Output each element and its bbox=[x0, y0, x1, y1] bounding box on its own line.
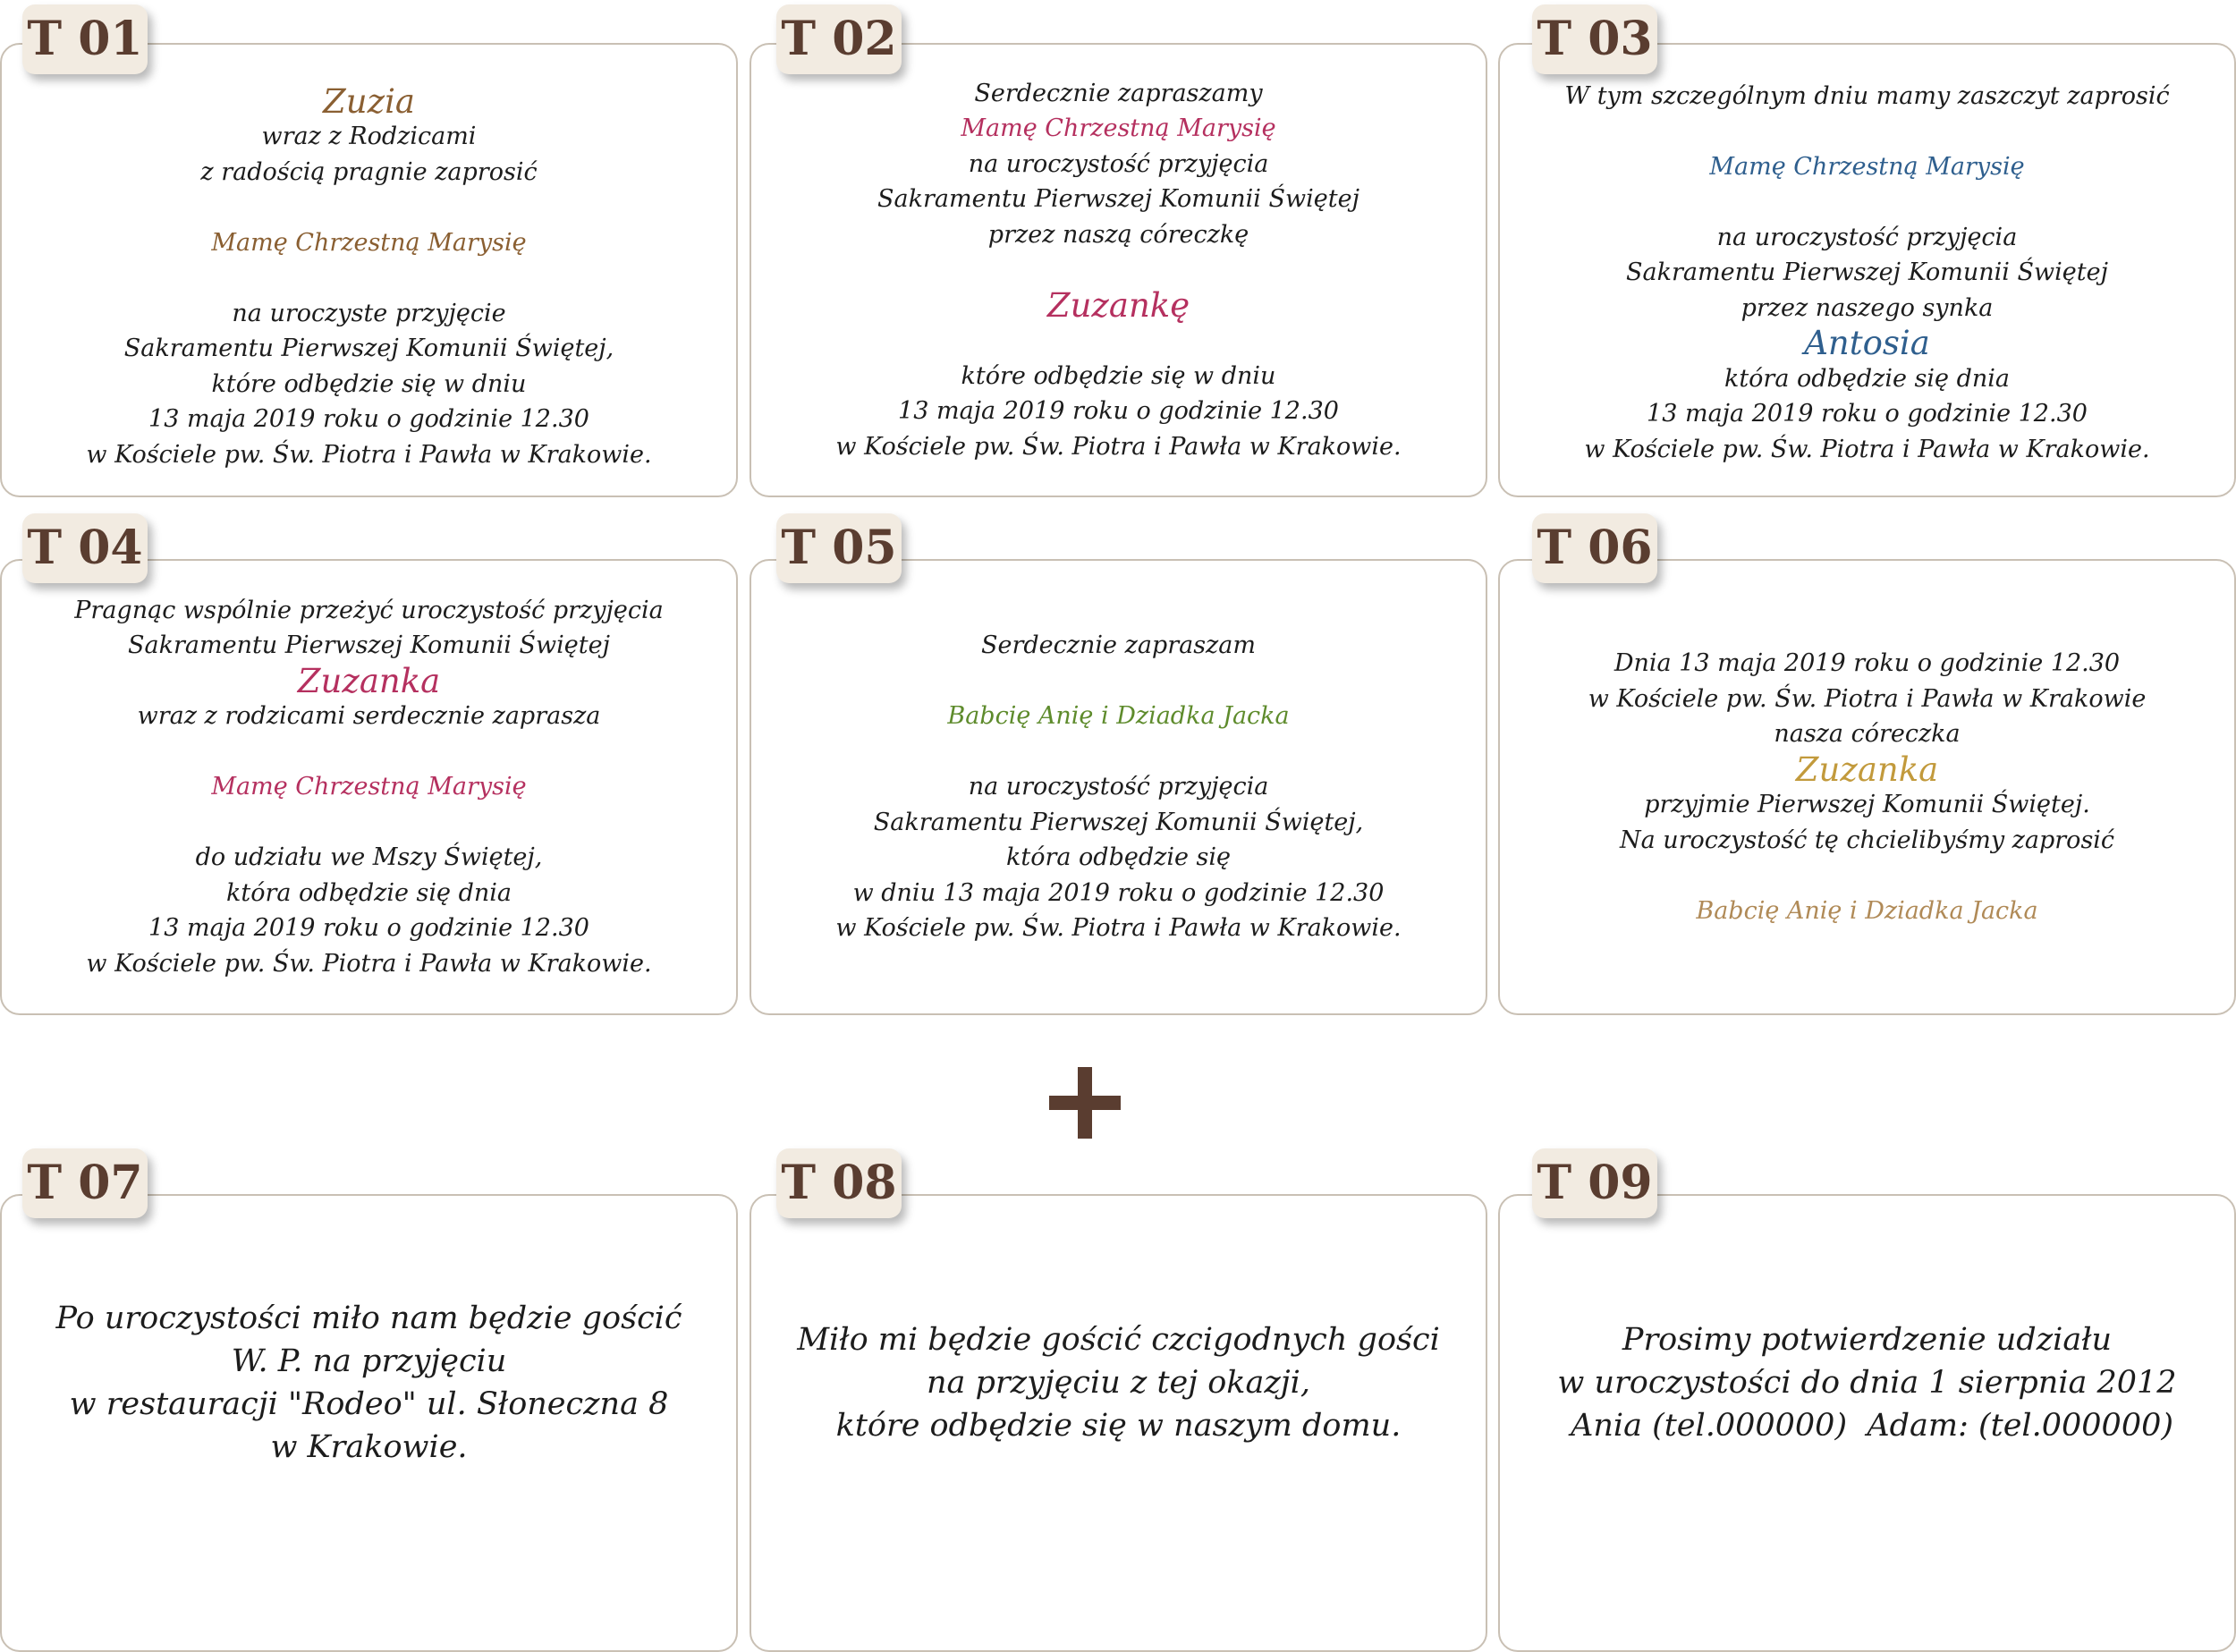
invitation-card-t01 bbox=[0, 43, 738, 497]
template-label: T 05 bbox=[776, 513, 902, 583]
template-label: T 03 bbox=[1532, 4, 1657, 74]
invitation-line: w uroczystości do dnia 1 sierpnia 2012 bbox=[1557, 1365, 2177, 1401]
invitation-line: przez naszą córeczkę bbox=[987, 220, 1249, 249]
celebrant-name: Zuzanka bbox=[297, 661, 441, 700]
card-text bbox=[56, 1297, 682, 1469]
invitation-line: w dniu 13 maja 2019 roku o godzinie 12.30 bbox=[852, 878, 1385, 907]
invitation-line: w Kościele pw. Św. Piotra i Pawła w Krakowie. bbox=[835, 432, 1402, 461]
invitation-line: 13 maja 2019 roku o godzinie 12.30 bbox=[148, 914, 589, 943]
guest-name: Mamę Chrzestną Marysię bbox=[211, 773, 527, 801]
invitation-line: Na uroczystość tę chcielibyśmy zaprosić bbox=[1619, 826, 2115, 854]
invitation-line: na przyjęciu z tej okazji, bbox=[926, 1365, 1310, 1401]
celebrant-name: Zuzanka bbox=[1795, 750, 1939, 789]
invitation-line: w restauracji "Rodeo" ul. Słoneczna 8 bbox=[69, 1386, 669, 1422]
invitation-card-t09 bbox=[1498, 1194, 2236, 1652]
guest-name: Mamę Chrzestną Marysię bbox=[1709, 152, 2025, 181]
invitation-line: w Kościele pw. Św. Piotra i Pawła w Krakowie. bbox=[86, 949, 652, 978]
invitation-line: w Kościele pw. Św. Piotra i Pawła w Krakowie. bbox=[835, 914, 1402, 943]
card-text bbox=[797, 1318, 1440, 1447]
invitation-line: Miło mi będzie gościć czcigodnych gości bbox=[797, 1322, 1440, 1358]
invitation-line bbox=[835, 734, 1401, 770]
template-label: T 04 bbox=[22, 513, 148, 583]
invitation-card-t05 bbox=[750, 559, 1487, 1015]
invitation-line: Sakramentu Pierwszej Komunii Świętej, bbox=[123, 335, 614, 363]
guest-name: Mamę Chrzestną Marysię bbox=[211, 228, 527, 257]
invitation-line bbox=[835, 664, 1401, 699]
invitation-line bbox=[835, 252, 1401, 288]
card-text bbox=[1564, 73, 2169, 468]
invitation-line: Po uroczystości miło nam będzie gościć bbox=[55, 1300, 682, 1336]
invitation-line bbox=[1564, 184, 2169, 220]
invitation-line bbox=[86, 190, 651, 225]
invitation-line: w Kościele pw. Św. Piotra i Pawła w Krakowie bbox=[1588, 684, 2147, 713]
template-label: T 02 bbox=[776, 4, 902, 74]
invitation-line: W. P. na przyjęciu bbox=[231, 1343, 507, 1379]
invitation-line: na uroczystość przyjęcia bbox=[1716, 223, 2018, 251]
invitation-line: na uroczystość przyjęcia bbox=[968, 149, 1269, 178]
invitation-line: Sakramentu Pierwszej Komunii Świętej bbox=[1626, 258, 2108, 287]
invitation-card-t06 bbox=[1498, 559, 2236, 1015]
invitation-line bbox=[835, 323, 1401, 359]
invitation-line: Ania (tel.000000) Adam: (tel.000000) bbox=[1560, 1408, 2174, 1444]
invitation-line: Serdecznie zapraszam bbox=[981, 631, 1256, 660]
invitation-line: z radością pragnie zaprosić bbox=[200, 157, 538, 186]
card-text bbox=[1588, 646, 2147, 928]
invitation-line: która odbędzie się bbox=[1005, 843, 1232, 872]
invitation-line: na uroczystość przyjęcia bbox=[968, 773, 1269, 801]
template-label: T 01 bbox=[22, 4, 148, 74]
invitation-line: Sakramentu Pierwszej Komunii Świętej bbox=[877, 185, 1359, 214]
invitation-line: wraz z rodzicami serdecznie zaprasza bbox=[137, 702, 601, 731]
invitation-card-t02 bbox=[750, 43, 1487, 497]
card-text bbox=[835, 628, 1401, 946]
guest-name: Babcię Anię i Dziadka Jacka bbox=[947, 702, 1290, 731]
card-text bbox=[835, 76, 1401, 465]
invitation-line: które odbędzie się w naszym domu. bbox=[835, 1408, 1402, 1444]
invitation-line bbox=[1564, 114, 2169, 149]
invitation-line: w Kościele pw. Św. Piotra i Pawła w Krakowie. bbox=[1584, 435, 2150, 463]
invitation-line bbox=[74, 734, 664, 770]
guest-name: Mamę Chrzestną Marysię bbox=[961, 114, 1276, 143]
invitation-line: Serdecznie zapraszamy bbox=[974, 79, 1263, 107]
invitation-line: wraz z Rodzicami bbox=[261, 123, 477, 151]
invitation-line: które odbędzie się w dniu bbox=[961, 361, 1276, 390]
invitation-line: nasza córeczka bbox=[1774, 720, 1961, 748]
template-label: T 09 bbox=[1532, 1148, 1657, 1218]
invitation-card-t08 bbox=[750, 1194, 1487, 1652]
invitation-line: W tym szczególnym dniu mamy zaszczyt zaprosić bbox=[1564, 81, 2170, 110]
invitation-line: na uroczyste przyjęcie bbox=[232, 299, 506, 327]
invitation-card-t07 bbox=[0, 1194, 738, 1652]
celebrant-name: Zuzankę bbox=[1046, 285, 1190, 325]
invitation-line: 13 maja 2019 roku o godzinie 12.30 bbox=[148, 405, 589, 434]
invitation-line bbox=[74, 805, 664, 841]
invitation-line bbox=[86, 260, 651, 296]
invitation-line: Sakramentu Pierwszej Komunii Świętej, bbox=[873, 808, 1364, 836]
invitation-card-t03 bbox=[1498, 43, 2236, 497]
invitation-line: 13 maja 2019 roku o godzinie 12.30 bbox=[1647, 400, 2088, 428]
invitation-line: w Kościele pw. Św. Piotra i Pawła w Krakowie. bbox=[86, 440, 652, 469]
invitation-line: Prosimy potwierdzenie udziału bbox=[1622, 1322, 2113, 1358]
celebrant-name: Zuzia bbox=[323, 81, 415, 121]
invitation-line: Pragnąc wspólnie przeżyć uroczystość przyjęcia bbox=[74, 596, 664, 624]
invitation-line: która odbędzie się dnia bbox=[1724, 364, 2010, 393]
invitation-card-t04 bbox=[0, 559, 738, 1015]
card-text bbox=[1557, 1318, 2176, 1447]
invitation-line: Sakramentu Pierwszej Komunii Świętej bbox=[128, 631, 610, 660]
invitation-line: która odbędzie się dnia bbox=[225, 878, 512, 907]
invitation-line: do udziału we Mszy Świętej, bbox=[195, 843, 543, 872]
invitation-line: które odbędzie się w dniu bbox=[211, 369, 527, 398]
invitation-line bbox=[1588, 858, 2147, 894]
invitation-line: przyjmie Pierwszej Komunii Świętej. bbox=[1644, 791, 2090, 818]
guest-name: Babcię Anię i Dziadka Jacka bbox=[1696, 896, 2038, 925]
invitation-line: 13 maja 2019 roku o godzinie 12.30 bbox=[898, 397, 1339, 426]
invitation-line: przez naszego synka bbox=[1741, 293, 1994, 322]
template-label: T 07 bbox=[22, 1148, 148, 1218]
card-text bbox=[74, 593, 664, 982]
template-label: T 06 bbox=[1532, 513, 1657, 583]
invitation-line: w Krakowie. bbox=[270, 1429, 468, 1465]
card-text bbox=[86, 68, 651, 473]
plus-icon bbox=[1049, 1067, 1121, 1139]
template-label: T 08 bbox=[776, 1148, 902, 1218]
celebrant-name: Antosia bbox=[1804, 324, 1930, 363]
invitation-line: Dnia 13 maja 2019 roku o godzinie 12.30 bbox=[1613, 649, 2121, 677]
